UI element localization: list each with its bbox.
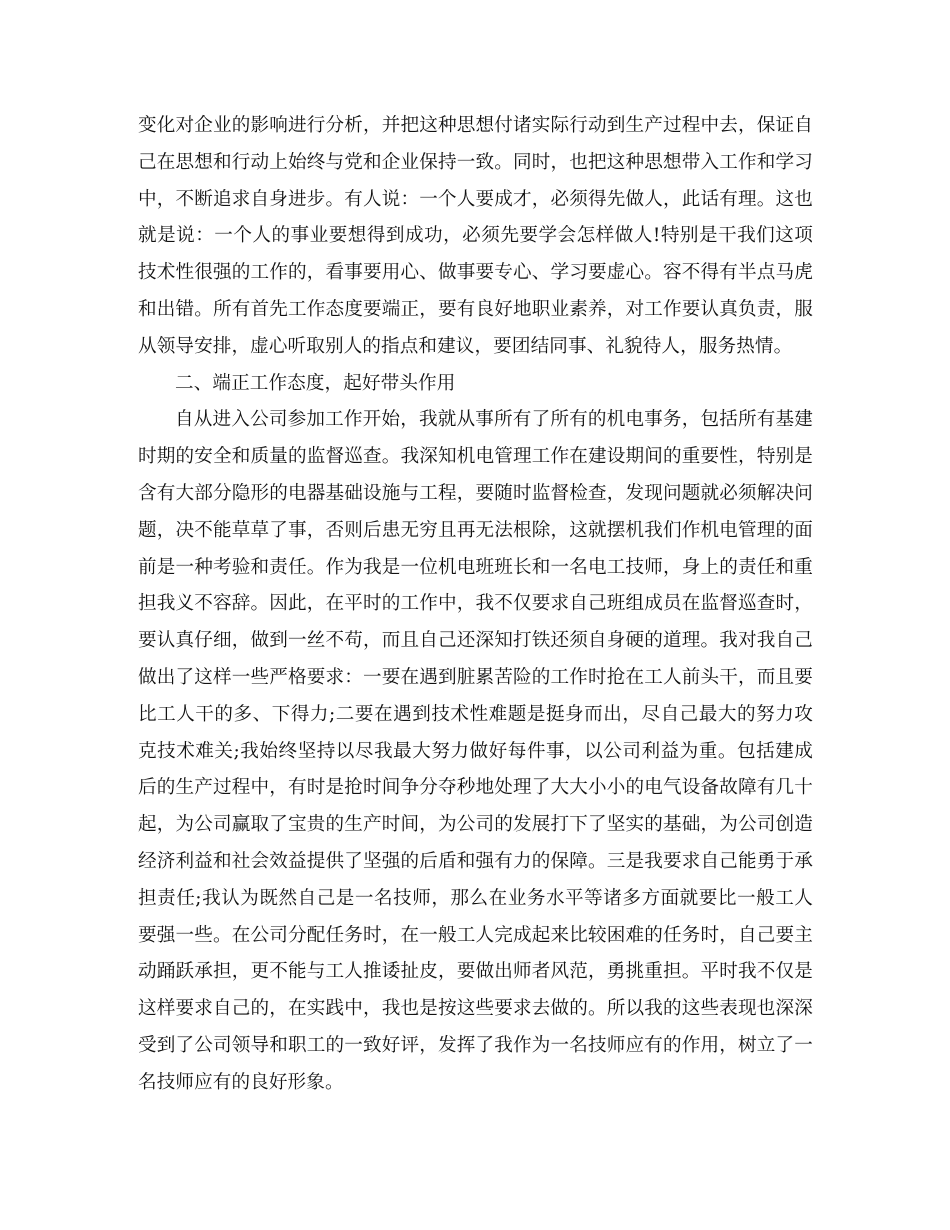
paragraph-line: 担我义不容辞。因此，在平时的工作中，我不仅要求自己班组成员在监督巡查时， [138,593,813,615]
paragraph-line: 变化对企业的影响进行分析，并把这种思想付诸实际行动到生产过程中去，保证自 [138,115,813,136]
paragraph-line: 比工人干的多、下得力;二要在遇到技术性难题是挺身而出，尽自己最大的努力攻 [138,703,813,725]
paragraph-line: 技术性很强的工作的，看事要用心、做事要专心、学习要虚心。容不得有半点马虎 [138,262,813,284]
paragraph-line: 含有大部分隐形的电器基础设施与工程，要随时监督检查，发现问题就必须解决问 [138,482,813,504]
paragraph-line: 中，不断追求自身进步。有人说：一个人要成才，必须得先做人，此话有理。这也 [138,188,813,210]
paragraph-line: 担责任;我认为既然自己是一名技师，那么在业务水平等诸多方面就要比一般工人 [138,887,813,909]
paragraph-line: 时期的安全和质量的监督巡查。我深知机电管理工作在建设期间的重要性，特别是 [138,446,813,468]
paragraph-line: 就是说：一个人的事业要想得到成功，必须先要学会怎样做人!特别是干我们这项 [138,225,813,247]
paragraph-line: 做出了这样一些严格要求：一要在遇到脏累苦险的工作时抢在工人前头干，而且要 [138,666,813,688]
paragraph-line: 动踊跃承担，更不能与工人推诿扯皮，要做出师者风范，勇挑重担。平时我不仅是 [138,961,813,983]
paragraph-line: 这样要求自己的，在实践中，我也是按这些要求去做的。所以我的这些表现也深深 [138,998,813,1020]
paragraph-line: 起，为公司赢取了宝贵的生产时间，为公司的发展打下了坚实的基础，为公司创造 [138,814,813,836]
section-heading: 二、端正工作态度，起好带头作用 [175,372,456,394]
paragraph-line: 题，决不能草草了事，否则后患无穷且再无法根除，这就摆机我们作机电管理的面 [138,519,813,541]
paragraph-line: 受到了公司领导和职工的一致好评，发挥了我作为一名技师应有的作用，树立了一 [138,1034,813,1056]
paragraph-continuation [138,108,813,1102]
paragraph-line: 名技师应有的良好形象。 [138,1071,344,1093]
paragraph-line: 克技术难关;我始终坚持以尽我最大努力做好每件事，以公司利益为重。包括建成 [138,740,813,762]
paragraph-line: 要认真仔细，做到一丝不苟，而且自己还深知打铁还须自身硬的道理。我对我自己 [138,630,813,652]
paragraph-line: 己在思想和行动上始终与党和企业保持一致。同时，也把这种思想带入工作和学习 [138,151,813,173]
paragraph-line: 经济利益和社会效益提供了坚强的后盾和强有力的保障。三是我要求自己能勇于承 [138,850,813,872]
paragraph-line: 自从进入公司参加工作开始，我就从事所有了所有的机电事务，包括所有基建 [175,409,813,431]
paragraph-line: 后的生产过程中，有时是抢时间争分夺秒地处理了大大小小的电气设备故障有几十 [138,777,813,799]
paragraph-line: 要强一些。在公司分配任务时，在一般工人完成起来比较困难的任务时，自己要主 [138,924,813,946]
paragraph-line: 从领导安排，虚心听取别人的指点和建议，要团结同事、礼貌待人，服务热情。 [138,335,793,357]
paragraph-line: 和出错。所有首先工作态度要端正，要有良好地职业素养，对工作要认真负责，服 [138,298,813,320]
paragraph-line: 前是一种考验和责任。作为我是一位机电班班长和一名电工技师，身上的责任和重 [138,556,813,578]
